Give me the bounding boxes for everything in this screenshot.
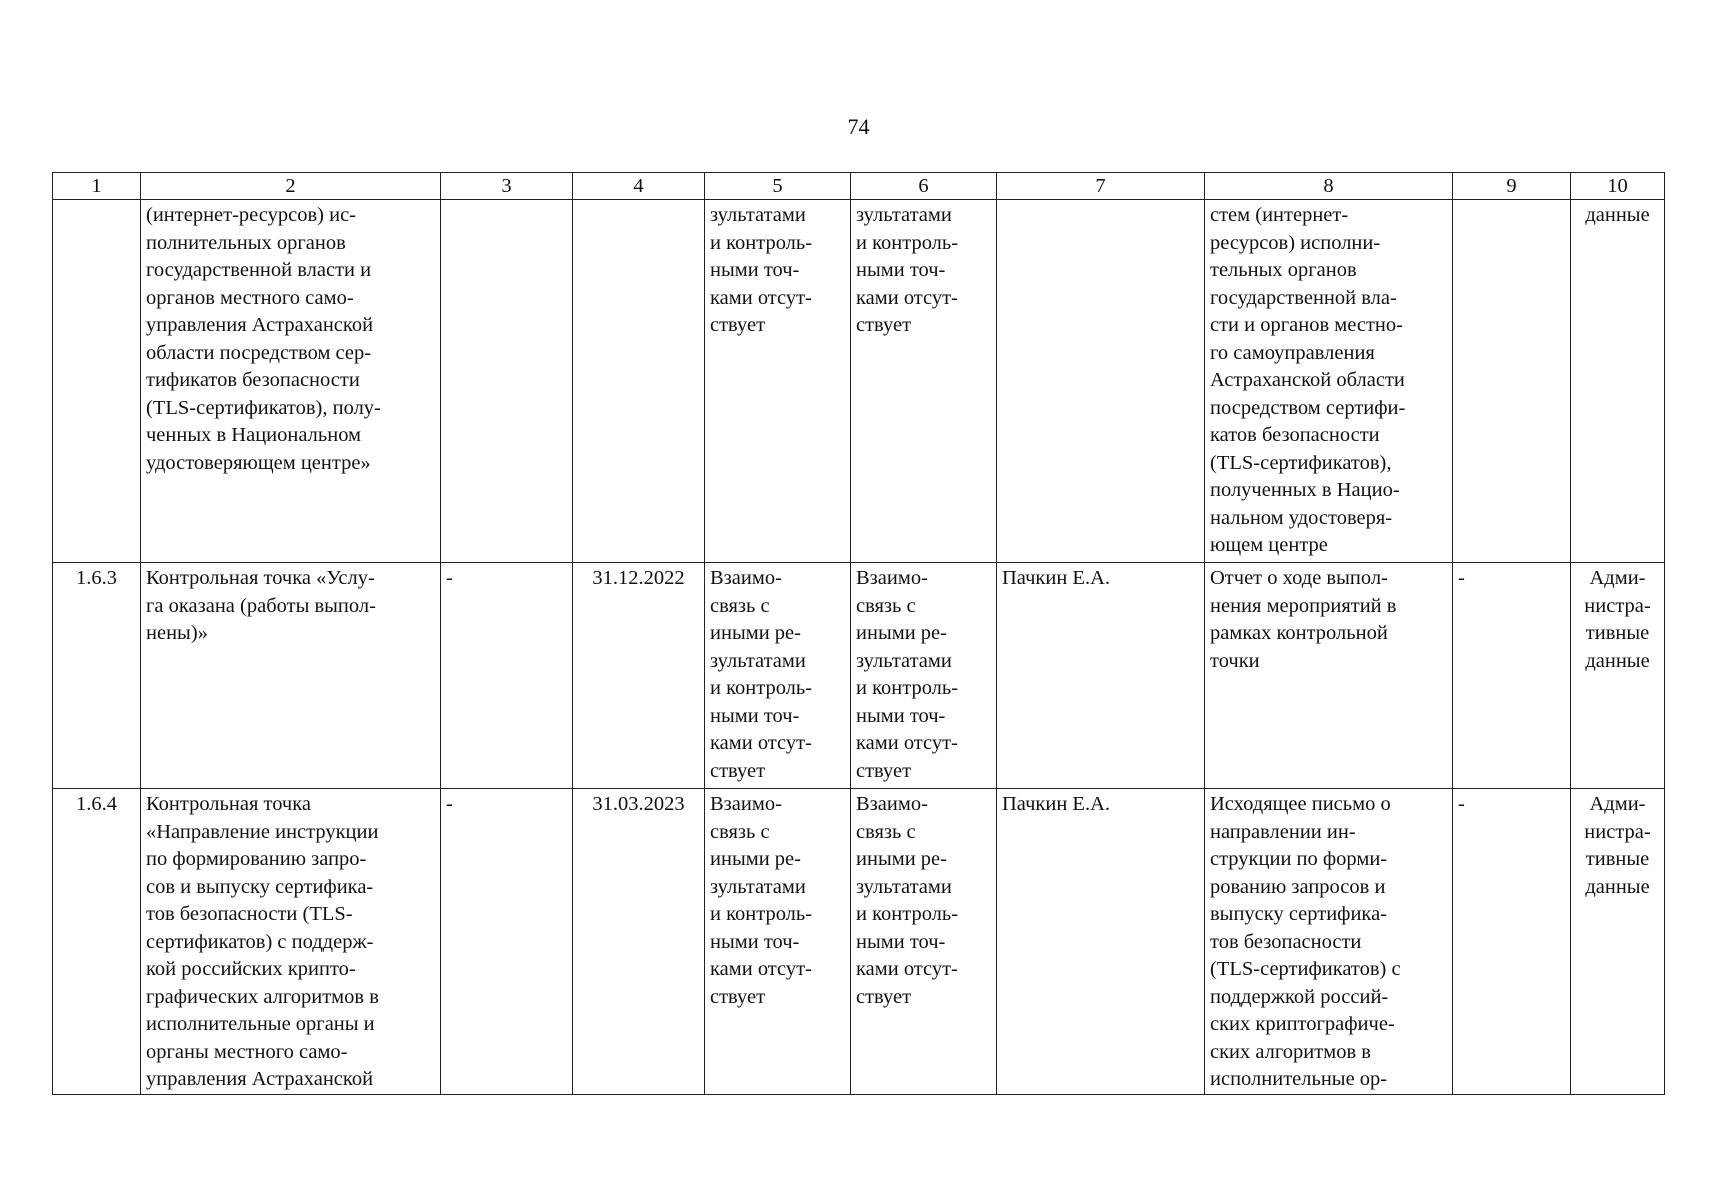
table-row — [53, 789, 1665, 1095]
item-name-cell: (интернет-ресурсов) ис- полнительных органов государственной власти и органов местного само- управления Астраханской области посредством сер- тификатов безопасности (TLS-сертификатов), полу- ченных в Национальном удостоверяющем центре» — [141, 200, 441, 563]
start-date-cell: - — [441, 789, 573, 1095]
table-row — [53, 200, 1665, 563]
item-number-cell — [53, 200, 141, 563]
start-date-cell: - — [441, 563, 573, 789]
item-number-cell: 1.6.3 — [53, 563, 141, 789]
successor-cell: Взаимо- связь с иными ре- зультатами и контроль- ными точ- ками отсут- ствует — [851, 789, 997, 1095]
document-cell: Исходящее письмо о направлении ин- струкции по форми- рованию запросов и выпуску сертифика- тов безопасности (TLS-сертификатов) с поддержкой россий- ских криптографиче- ских алгоритмов в исполнительные ор- — [1205, 789, 1453, 1095]
document-cell: стем (интернет- ресурсов) исполни- тельных органов государственной вла- сти и органов местно- го самоуправления Астраханской области посредством сертифи- катов безопасности (TLS-сертификатов), полученных в Нацио- нальном удостоверя- ющем центре — [1205, 200, 1453, 563]
end-date-cell — [573, 200, 705, 563]
table-row — [53, 563, 1665, 789]
successor-cell: зультатами и контроль- ными точ- ками отсут- ствует — [851, 200, 997, 563]
predecessor-cell: Взаимо- связь с иными ре- зультатами и контроль- ными точ- ками отсут- ствует — [705, 563, 851, 789]
level-cell: - — [1453, 563, 1571, 789]
page-number: 74 — [847, 114, 870, 139]
end-date-cell: 31.12.2022 — [573, 563, 705, 789]
table-header-row — [53, 173, 1665, 200]
measures-table — [52, 172, 1665, 1095]
level-cell: - — [1453, 789, 1571, 1095]
column-header: 2 — [141, 173, 441, 200]
responsible-cell: Пачкин Е.А. — [997, 789, 1205, 1095]
successor-cell: Взаимо- связь с иными ре- зультатами и контроль- ными точ- ками отсут- ствует — [851, 563, 997, 789]
column-header: 1 — [53, 173, 141, 200]
column-header: 8 — [1205, 173, 1453, 200]
level-cell — [1453, 200, 1571, 563]
responsible-cell: Пачкин Е.А. — [997, 563, 1205, 789]
column-header: 6 — [851, 173, 997, 200]
column-header: 5 — [705, 173, 851, 200]
info-system-cell: Адми- нистра- тивные данные — [1571, 563, 1665, 789]
column-header: 3 — [441, 173, 573, 200]
predecessor-cell: Взаимо- связь с иными ре- зультатами и контроль- ными точ- ками отсут- ствует — [705, 789, 851, 1095]
item-name-cell: Контрольная точка «Направление инструкции по формированию запро- сов и выпуску сертифика- тов безопасности (TLS- сертификатов) с поддерж- кой российских крипто- графических алгоритмов в исполнительные органы и органы местного само- управления Астраханской — [141, 789, 441, 1095]
info-system-cell: данные — [1571, 200, 1665, 563]
end-date-cell: 31.03.2023 — [573, 789, 705, 1095]
responsible-cell — [997, 200, 1205, 563]
item-name-cell: Контрольная точка «Услу- га оказана (работы выпол- нены)» — [141, 563, 441, 789]
item-number-cell: 1.6.4 — [53, 789, 141, 1095]
column-header: 4 — [573, 173, 705, 200]
column-header: 9 — [1453, 173, 1571, 200]
info-system-cell: Адми- нистра- тивные данные — [1571, 789, 1665, 1095]
start-date-cell — [441, 200, 573, 563]
document-cell: Отчет о ходе выпол- нения мероприятий в рамках контрольной точки — [1205, 563, 1453, 789]
column-header: 10 — [1571, 173, 1665, 200]
predecessor-cell: зультатами и контроль- ными точ- ками отсут- ствует — [705, 200, 851, 563]
column-header: 7 — [997, 173, 1205, 200]
